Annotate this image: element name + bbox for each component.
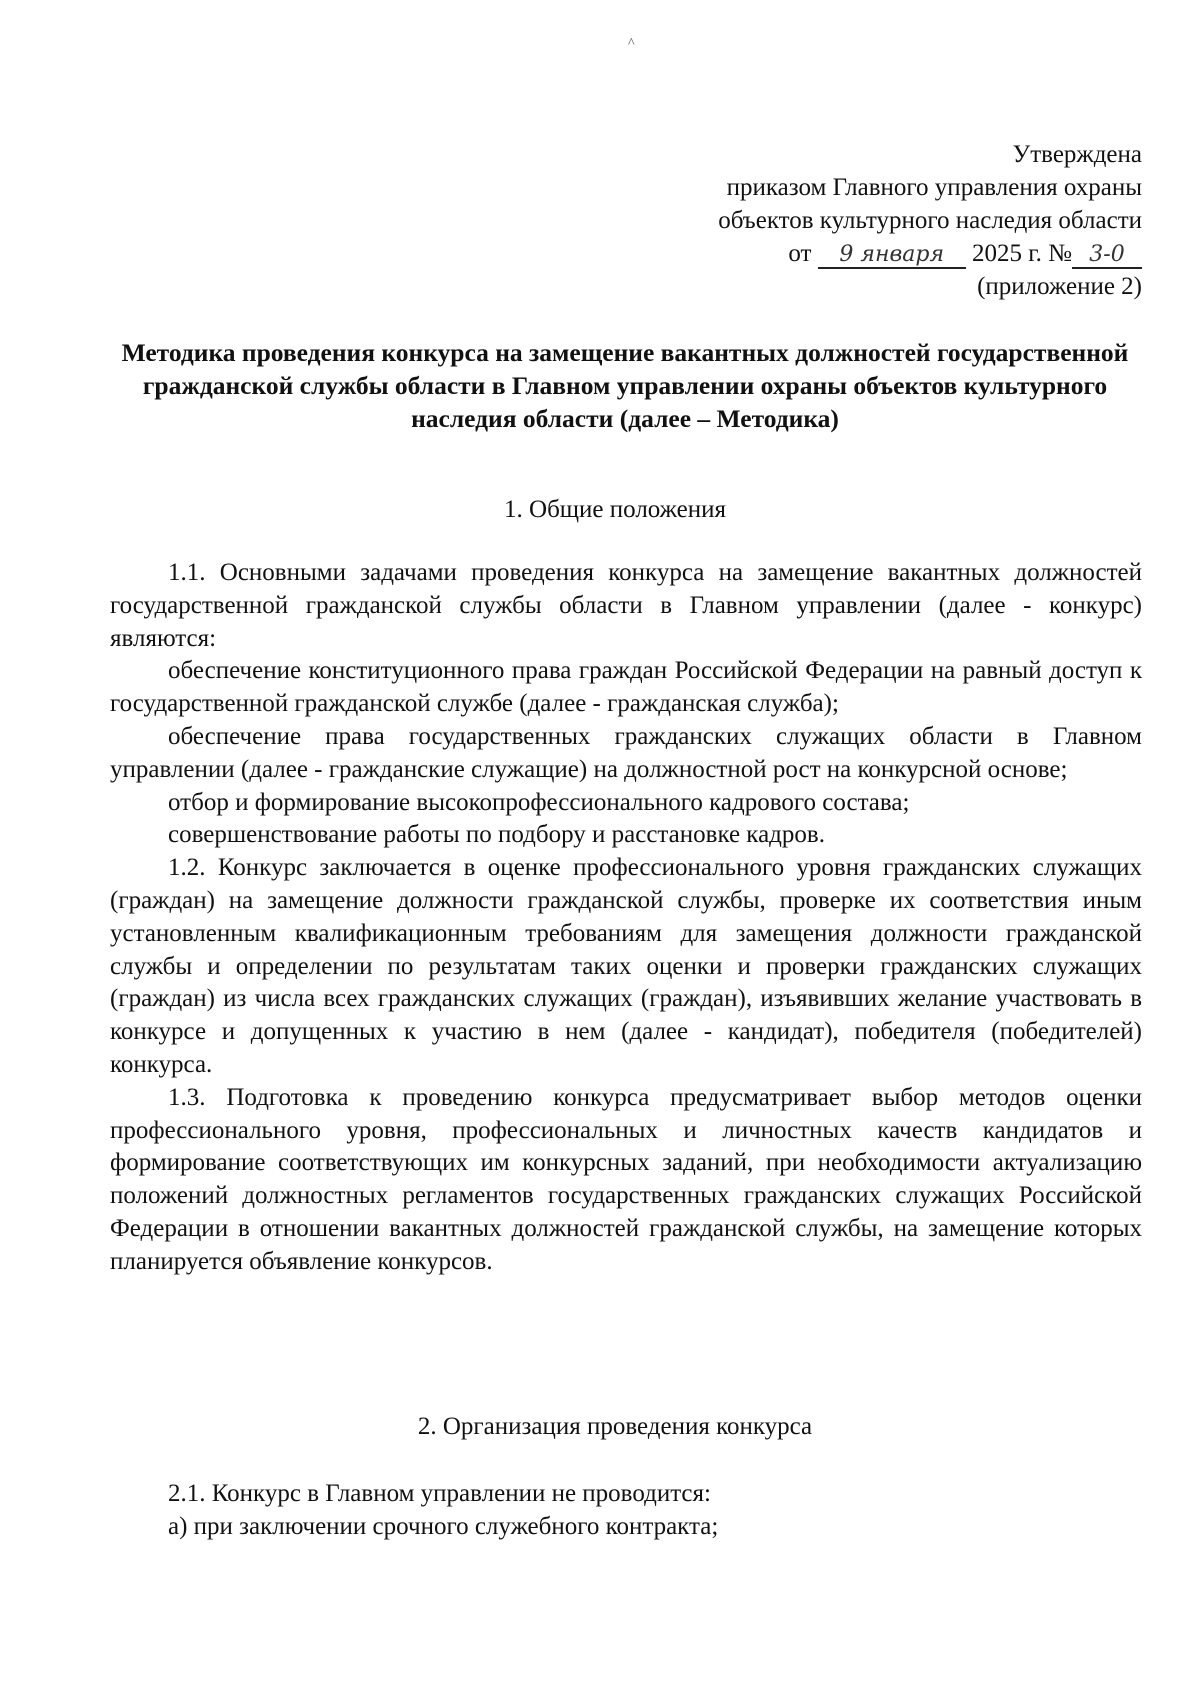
approval-line-1: Утверждена bbox=[1012, 141, 1142, 168]
paragraph-1-1: 1.1. Основными задачами проведения конкурса на замещение вакантных должностей государственной гражданской службы области в Главном управлении (далее - конкурс) являются: bbox=[110, 559, 1142, 652]
document-title: Методика проведения конкурса на замещение вакантных должностей государственной гражданской службы области в Главном управлении охраны объектов культурного наследия области (далее – Методика) bbox=[121, 338, 1129, 433]
paragraph-2-1-a: а) при заключении срочного служебного контракта; bbox=[168, 1512, 719, 1540]
approval-line-3: объектов культурного наследия области bbox=[718, 207, 1142, 234]
approval-block bbox=[718, 138, 1142, 303]
paragraph-1-1-b: обеспечение права государственных гражданских служащих области в Главном управлении (далее - гражданские служащие) на должностной рост на конкурсной основе; bbox=[110, 722, 1142, 783]
scan-mark: ^ bbox=[628, 36, 635, 51]
paragraph-1-3: 1.3. Подготовка к проведению конкурса предусматривает выбор методов оценки профессионального уровня, профессиональных и личностных качеств кандидатов и формирование соответствующих им конкурсных заданий, при необходимости актуализацию положений должностных регламентов государственных гражданских служащих Российской Федерации в отношении вакантных должностей гражданской службы, на замещение которых планируется объявление конкурсов. bbox=[110, 1083, 1142, 1275]
approval-date-line bbox=[718, 237, 1142, 270]
paragraph-2-1: 2.1. Конкурс в Главном управлении не проводится: bbox=[168, 1480, 711, 1507]
paragraph-1-1-a: обеспечение конституционного права граждан Российской Федерации на равный доступ к государственной гражданской службе (далее - гражданская служба); bbox=[110, 657, 1142, 718]
section-1-heading: 1. Общие положения bbox=[504, 496, 726, 523]
paragraph-1-2: 1.2. Конкурс заключается в оценке профессионального уровня гражданских служащих (граждан) на замещение должности гражданской службы, проверке их соответствия иным установленным квалификационным требованиям для замещения должности гражданской службы и определении по результатам таких оценки и проверки гражданских служащих (граждан) из числа всех гражданских служащих (граждан), изъявивших желание участвовать в конкурсе и допущенных к участию в нем (далее - кандидат), победителя (победителей) конкурса. bbox=[110, 854, 1142, 1078]
approval-line-2: приказом Главного управления охраны bbox=[726, 174, 1142, 201]
handwritten-number: 3-0 bbox=[1072, 243, 1142, 269]
handwritten-date: 9 января bbox=[818, 243, 966, 269]
year-text: 2025 г. № bbox=[971, 240, 1072, 267]
section-1-body bbox=[110, 557, 1142, 1279]
section-2-heading: 2. Организация проведения конкурса bbox=[417, 1413, 813, 1440]
from-prefix: от bbox=[788, 240, 812, 267]
section-2-body bbox=[110, 1478, 1142, 1544]
paragraph-1-1-c: отбор и формирование высокопрофессионального кадрового состава; bbox=[168, 788, 910, 816]
appendix-label: (приложение 2) bbox=[977, 273, 1142, 300]
paragraph-1-1-d: совершенствование работы по подбору и расстановке кадров. bbox=[168, 821, 825, 849]
